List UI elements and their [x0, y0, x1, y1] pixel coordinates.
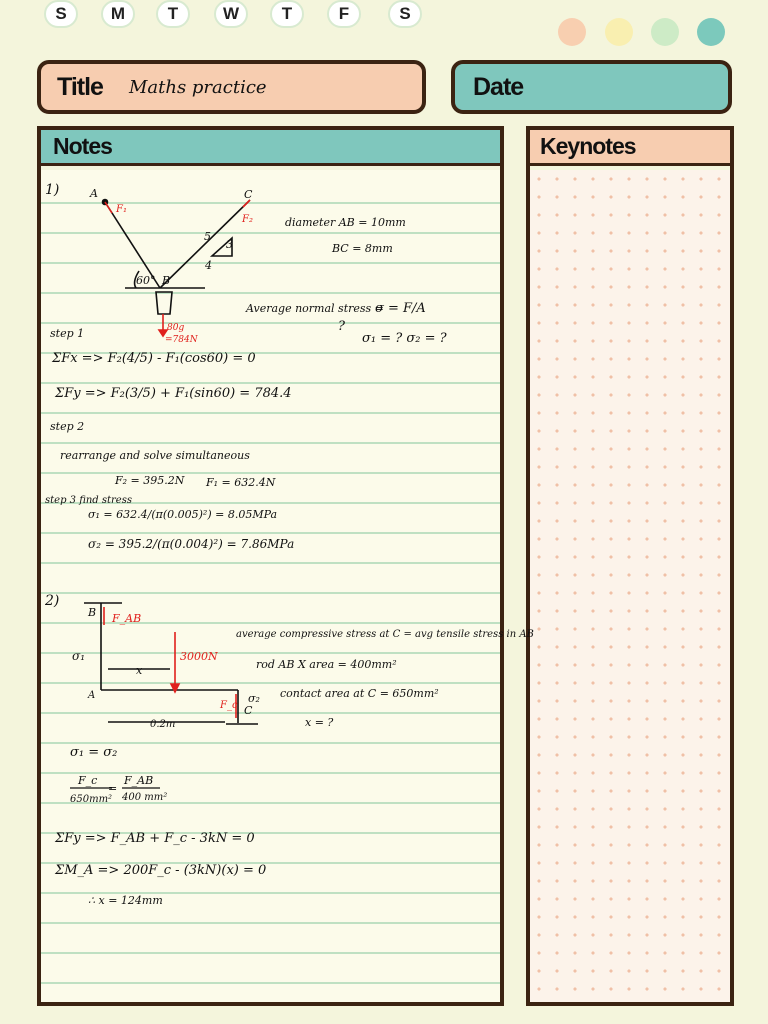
label-f1: F₁ [116, 204, 127, 215]
equation-ma: ΣM_A => 200F_c - (3kN)(x) = 0 [55, 863, 267, 878]
title-label: Title [57, 72, 103, 101]
weight-label: 80g [167, 323, 185, 333]
weight-label-2: =784N [165, 335, 198, 345]
member-bc [160, 200, 250, 288]
f2-result: F₂ = 395.2N [115, 474, 185, 487]
label-sigma1: σ₁ [72, 649, 86, 663]
question-mark: ? [338, 319, 345, 334]
load-label: 3000N [180, 650, 218, 663]
contact-area: contact area at C = 650mm² [280, 687, 439, 700]
rearrange-note: rearrange and solve simultaneous [60, 449, 250, 462]
label-distance: 0.2m [150, 719, 176, 730]
step-2: step 2 [50, 420, 85, 433]
label-b2: B [88, 606, 97, 619]
unknowns: σ₁ = ? σ₂ = ? [362, 331, 447, 346]
label-fc: F_c [220, 700, 238, 711]
sigma-equality: σ₁ = σ₂ [70, 745, 118, 760]
label-side-5: 5 [204, 230, 211, 243]
step-3: step 3 find stress [45, 495, 132, 506]
sigma-formula: σ = F/A [375, 301, 426, 316]
label-side-4: 4 [205, 259, 212, 272]
hanging-weight [156, 292, 172, 314]
equation-sum-fx: ΣFx => F₂(4/5) - F₁(cos60) = 0 [52, 351, 256, 366]
ratio-equals: = [108, 782, 118, 795]
diameter-bc: BC = 8mm [332, 242, 393, 255]
ratio-den-right: 400 mm² [122, 792, 168, 803]
label-sigma2: σ₂ [248, 692, 260, 705]
sigma2-result: σ₂ = 395.2/(π(0.004)²) = 7.86MPa [88, 537, 295, 551]
label-x: x [136, 664, 143, 677]
ratio-den-left: 650mm² [70, 794, 113, 805]
label-c: C [244, 188, 253, 201]
label-fab: F_AB [112, 612, 142, 625]
ratio-num-left: F_c [78, 774, 98, 787]
day-sunday[interactable]: S [44, 0, 78, 28]
day-thursday[interactable]: T [270, 0, 304, 28]
x-question: x = ? [305, 716, 334, 729]
step-1: step 1 [50, 327, 85, 340]
day-saturday[interactable]: S [388, 0, 422, 28]
label-b: B [162, 274, 171, 287]
sigma1-result: σ₁ = 632.4/(π(0.005)²) = 8.05MPa [88, 508, 278, 521]
day-wednesday[interactable]: W [214, 0, 248, 28]
equation-sum-fy: ΣFy => F₂(3/5) + F₁(sin60) = 784.4 [55, 386, 292, 401]
keynotes-header: Keynotes [530, 130, 730, 166]
problem1-diagram [103, 200, 251, 315]
stress-statement: average compressive stress at C = avg tensile stress in AB [236, 629, 534, 640]
label-a2: A [88, 690, 96, 701]
label-side-3: 3 [226, 238, 233, 251]
label-c2: C [244, 704, 253, 717]
avg-stress-label: Average normal stress = [246, 302, 384, 315]
rod-area: rod AB X area = 400mm² [256, 658, 397, 671]
notes-header: Notes [41, 130, 500, 166]
day-friday[interactable]: F [327, 0, 361, 28]
force-f1-arrow [105, 202, 112, 213]
label-a: A [90, 187, 98, 200]
problem1-number: 1) [45, 182, 60, 198]
force-f2-arrow [243, 200, 250, 207]
label-angle: 60° [136, 274, 156, 287]
equation-fy2: ΣFy => F_AB + F_c - 3kN = 0 [55, 831, 255, 846]
day-monday[interactable]: M [101, 0, 135, 28]
answer-x: ∴ x = 124mm [88, 894, 163, 907]
label-f2: F₂ [242, 214, 253, 225]
day-tuesday[interactable]: T [156, 0, 190, 28]
ratio-num-right: F_AB [124, 774, 154, 787]
title-value: Maths practice [128, 76, 267, 98]
problem2-number: 2) [45, 593, 60, 609]
diameter-ab: diameter AB = 10mm [285, 216, 406, 229]
f1-result: F₁ = 632.4N [206, 476, 276, 489]
date-label: Date [473, 72, 524, 101]
